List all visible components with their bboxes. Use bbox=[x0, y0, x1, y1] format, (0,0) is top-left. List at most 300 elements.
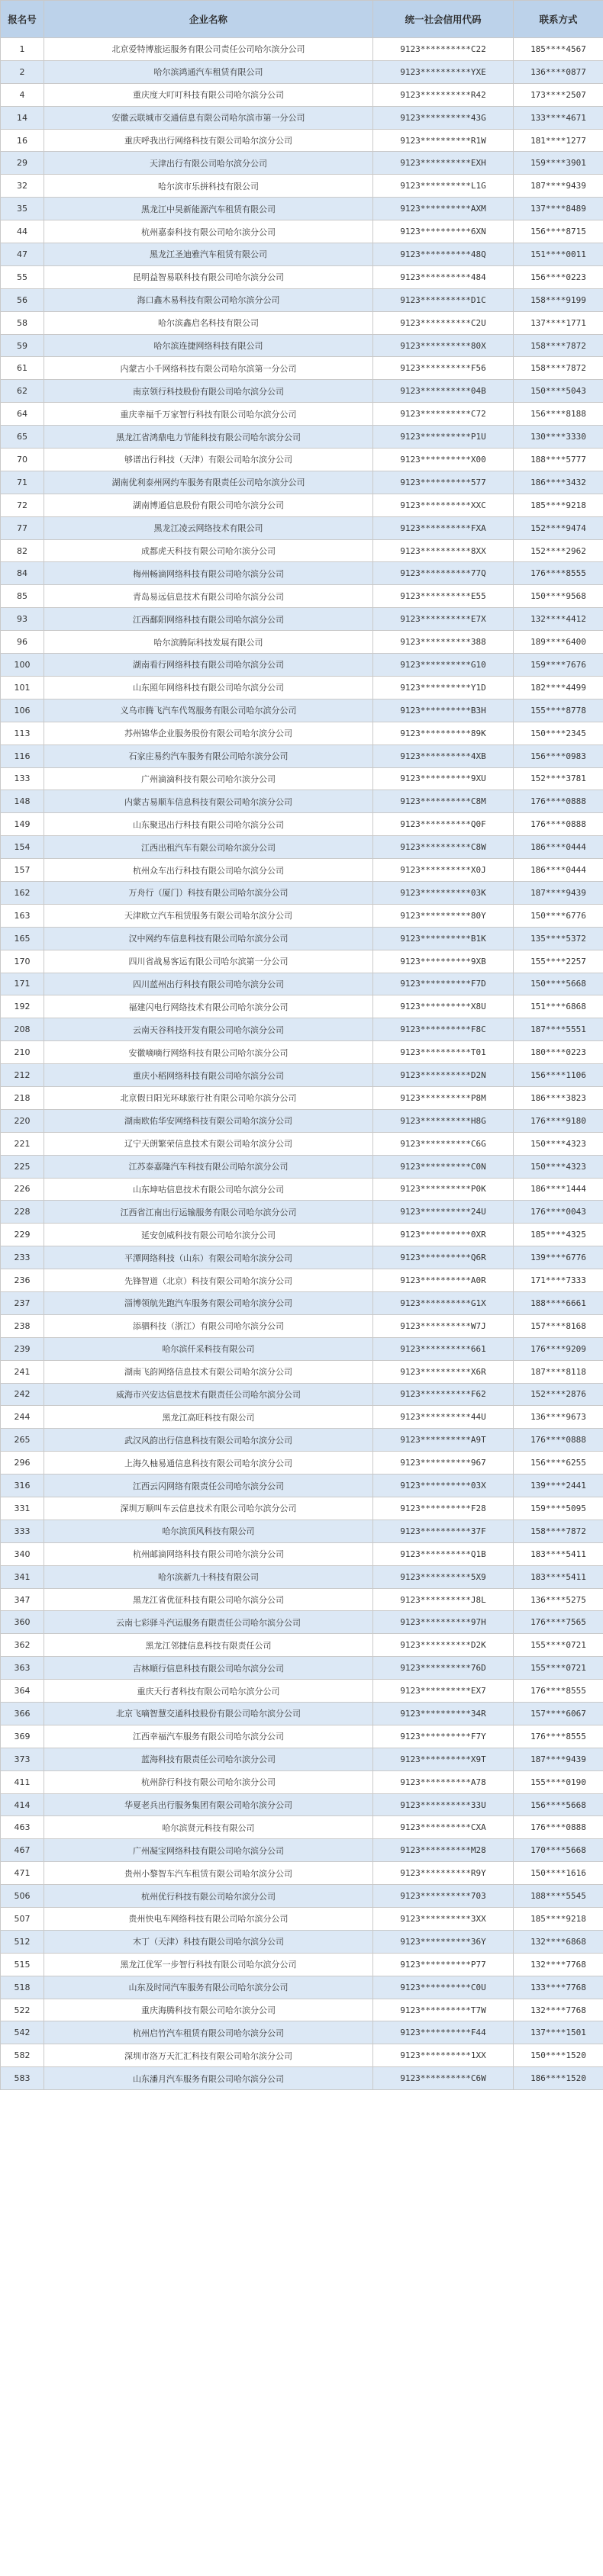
contact-cell: 132****7768 bbox=[514, 1953, 603, 1976]
contact-cell: 159****5095 bbox=[514, 1497, 603, 1520]
credit-code-cell: 9123**********P77 bbox=[373, 1953, 514, 1976]
reg-no-cell: 242 bbox=[1, 1383, 44, 1406]
table-row bbox=[1, 676, 603, 699]
table-row bbox=[1, 1748, 603, 1770]
table-row bbox=[1, 1634, 603, 1657]
contact-cell: 152****2962 bbox=[514, 539, 603, 562]
credit-code-cell: 9123**********F28 bbox=[373, 1497, 514, 1520]
contact-cell: 132****6868 bbox=[514, 1930, 603, 1953]
reg-no-cell: 229 bbox=[1, 1224, 44, 1246]
company-name-cell: 哈尔滨新九十科技有限公司 bbox=[44, 1565, 373, 1588]
table-row bbox=[1, 175, 603, 198]
credit-code-cell: 9123**********97H bbox=[373, 1611, 514, 1634]
company-name-cell: 哈尔滨顶风科技有限公司 bbox=[44, 1520, 373, 1542]
credit-code-cell: 9123**********L1G bbox=[373, 175, 514, 198]
contact-cell: 156****5668 bbox=[514, 1793, 603, 1816]
reg-no-cell: 70 bbox=[1, 449, 44, 471]
company-name-cell: 黑龙江省鸿鼎电力节能科技有限公司哈尔滨分公司 bbox=[44, 426, 373, 449]
reg-no-cell: 162 bbox=[1, 881, 44, 904]
reg-no-cell: 4 bbox=[1, 83, 44, 106]
table-row bbox=[1, 1908, 603, 1931]
reg-no-cell: 582 bbox=[1, 2044, 44, 2067]
contact-cell: 150****2345 bbox=[514, 722, 603, 744]
table-row bbox=[1, 106, 603, 129]
contact-cell: 150****5668 bbox=[514, 973, 603, 995]
credit-code-cell: 9123**********36Y bbox=[373, 1930, 514, 1953]
reg-no-cell: 100 bbox=[1, 654, 44, 677]
contact-cell: 176****8555 bbox=[514, 1725, 603, 1748]
company-name-cell: 深圳市洛万天汇汇科技有限公司哈尔滨分公司 bbox=[44, 2044, 373, 2067]
company-name-cell: 山东及时同汽车服务有限公司哈尔滨分公司 bbox=[44, 1976, 373, 1999]
reg-no-cell: 225 bbox=[1, 1155, 44, 1178]
contact-cell: 157****8168 bbox=[514, 1314, 603, 1337]
company-name-cell: 平潭网络科技（山东）有限公司哈尔滨分公司 bbox=[44, 1246, 373, 1269]
company-name-cell: 湖南欧佑华安网络科技有限公司哈尔滨分公司 bbox=[44, 1109, 373, 1132]
credit-code-cell: 9123**********C6G bbox=[373, 1132, 514, 1155]
reg-no-cell: 210 bbox=[1, 1041, 44, 1064]
credit-code-cell: 9123**********G1X bbox=[373, 1291, 514, 1314]
contact-cell: 151****6868 bbox=[514, 995, 603, 1018]
company-name-cell: 湖南看行网络科技有限公司哈尔滨分公司 bbox=[44, 654, 373, 677]
reg-no-cell: 414 bbox=[1, 1793, 44, 1816]
reg-no-cell: 85 bbox=[1, 585, 44, 608]
company-name-cell: 万舟行（厦门）科技有限公司哈尔滨分公司 bbox=[44, 881, 373, 904]
contact-cell: 133****4671 bbox=[514, 106, 603, 129]
company-name-cell: 武汉风韵出行信息科技有限公司哈尔滨分公司 bbox=[44, 1429, 373, 1452]
credit-code-cell: 9123**********388 bbox=[373, 631, 514, 654]
credit-code-cell: 9123**********Q1B bbox=[373, 1542, 514, 1565]
contact-cell: 150****4323 bbox=[514, 1132, 603, 1155]
reg-no-cell: 55 bbox=[1, 265, 44, 288]
credit-code-cell: 9123**********0XR bbox=[373, 1224, 514, 1246]
company-name-cell: 北京飞嘀智慧交通科技股份有限公司哈尔滨分公司 bbox=[44, 1703, 373, 1725]
credit-code-cell: 9123**********YXE bbox=[373, 60, 514, 83]
reg-no-cell: 244 bbox=[1, 1406, 44, 1429]
table-row bbox=[1, 881, 603, 904]
table-row bbox=[1, 995, 603, 1018]
company-name-cell: 上海久柚易通信息科技有限公司哈尔滨分公司 bbox=[44, 1452, 373, 1475]
contact-cell: 155****0721 bbox=[514, 1634, 603, 1657]
credit-code-cell: 9123**********33U bbox=[373, 1793, 514, 1816]
credit-code-cell: 9123**********G10 bbox=[373, 654, 514, 677]
table-row bbox=[1, 1178, 603, 1201]
credit-code-cell: 9123**********F7D bbox=[373, 973, 514, 995]
reg-no-cell: 238 bbox=[1, 1314, 44, 1337]
reg-no-cell: 56 bbox=[1, 288, 44, 311]
contact-cell: 187****9439 bbox=[514, 175, 603, 198]
contact-cell: 183****5411 bbox=[514, 1565, 603, 1588]
credit-code-cell: 9123**********A0R bbox=[373, 1269, 514, 1292]
table-header bbox=[1, 1, 603, 38]
company-name-cell: 重庆呼我出行网络科技有限公司哈尔滨分公司 bbox=[44, 129, 373, 152]
table-row bbox=[1, 1452, 603, 1475]
contact-cell: 185****4325 bbox=[514, 1224, 603, 1246]
credit-code-cell: 9123**********AXM bbox=[373, 198, 514, 220]
reg-no-cell: 44 bbox=[1, 220, 44, 243]
contact-cell: 180****0223 bbox=[514, 1041, 603, 1064]
reg-no-cell: 236 bbox=[1, 1269, 44, 1292]
credit-code-cell: 9123**********R9Y bbox=[373, 1862, 514, 1885]
table-row bbox=[1, 1041, 603, 1064]
reg-no-cell: 237 bbox=[1, 1291, 44, 1314]
company-name-cell: 江西省江南出行运输服务有限公司哈尔滨分公司 bbox=[44, 1201, 373, 1224]
reg-no-cell: 71 bbox=[1, 471, 44, 494]
credit-code-cell: 9123**********F7Y bbox=[373, 1725, 514, 1748]
contact-cell: 173****2507 bbox=[514, 83, 603, 106]
table-row bbox=[1, 311, 603, 334]
company-name-cell: 黑龙江省优征科技有限公司哈尔滨分公司 bbox=[44, 1588, 373, 1611]
credit-code-cell: 9123**********E7X bbox=[373, 608, 514, 631]
reg-no-cell: 463 bbox=[1, 1816, 44, 1839]
company-name-cell: 杭州辞行科技有限公司哈尔滨分公司 bbox=[44, 1770, 373, 1793]
contact-cell: 155****2257 bbox=[514, 950, 603, 973]
company-name-cell: 哈尔滨连捷网络科技有限公司 bbox=[44, 334, 373, 357]
table-row bbox=[1, 1132, 603, 1155]
company-name-cell: 杭州启竹汽车租赁有限公司哈尔滨分公司 bbox=[44, 2021, 373, 2044]
credit-code-cell: 9123**********T01 bbox=[373, 1041, 514, 1064]
contact-cell: 176****8555 bbox=[514, 562, 603, 585]
company-name-cell: 淄博领航先跑汽车服务有限公司哈尔滨分公司 bbox=[44, 1291, 373, 1314]
reg-no-cell: 208 bbox=[1, 1018, 44, 1041]
contact-cell: 156****0983 bbox=[514, 744, 603, 767]
table-row bbox=[1, 1109, 603, 1132]
reg-no-cell: 512 bbox=[1, 1930, 44, 1953]
contact-cell: 188****5777 bbox=[514, 449, 603, 471]
reg-no-cell: 101 bbox=[1, 676, 44, 699]
table-row bbox=[1, 1839, 603, 1862]
table-row bbox=[1, 744, 603, 767]
reg-no-cell: 228 bbox=[1, 1201, 44, 1224]
reg-no-cell: 411 bbox=[1, 1770, 44, 1793]
table-row bbox=[1, 1542, 603, 1565]
credit-code-cell: 9123**********967 bbox=[373, 1452, 514, 1475]
reg-no-cell: 171 bbox=[1, 973, 44, 995]
contact-cell: 137****1771 bbox=[514, 311, 603, 334]
credit-code-cell: 9123**********03X bbox=[373, 1475, 514, 1497]
table-row bbox=[1, 699, 603, 722]
company-name-cell: 江西鄱阳网络科技有限公司哈尔滨分公司 bbox=[44, 608, 373, 631]
reg-no-cell: 218 bbox=[1, 1086, 44, 1109]
contact-cell: 186****3432 bbox=[514, 471, 603, 494]
company-name-cell: 哈尔滨市乐拼科技有限公司 bbox=[44, 175, 373, 198]
credit-code-cell: 9123**********D2K bbox=[373, 1634, 514, 1657]
credit-code-cell: 9123**********X8U bbox=[373, 995, 514, 1018]
contact-cell: 156****8188 bbox=[514, 403, 603, 426]
table-row bbox=[1, 1565, 603, 1588]
table-row bbox=[1, 265, 603, 288]
company-name-cell: 杭州众车出行科技有限公司哈尔滨分公司 bbox=[44, 859, 373, 882]
contact-cell: 157****6067 bbox=[514, 1703, 603, 1725]
contact-cell: 189****6400 bbox=[514, 631, 603, 654]
credit-code-cell: 9123**********D1C bbox=[373, 288, 514, 311]
contact-cell: 156****1106 bbox=[514, 1064, 603, 1087]
contact-cell: 187****9439 bbox=[514, 881, 603, 904]
contact-cell: 181****1277 bbox=[514, 129, 603, 152]
table-row bbox=[1, 1269, 603, 1292]
contact-cell: 176****9209 bbox=[514, 1337, 603, 1360]
credit-code-cell: 9123**********703 bbox=[373, 1885, 514, 1908]
credit-code-cell: 9123**********P8M bbox=[373, 1086, 514, 1109]
company-name-cell: 成都虎天科技有限公司哈尔滨分公司 bbox=[44, 539, 373, 562]
table-row bbox=[1, 243, 603, 266]
credit-code-cell: 9123**********5X9 bbox=[373, 1565, 514, 1588]
reg-no-cell: 212 bbox=[1, 1064, 44, 1087]
contact-cell: 159****7676 bbox=[514, 654, 603, 677]
credit-code-cell: 9123**********C6W bbox=[373, 2067, 514, 2090]
contact-cell: 150****9568 bbox=[514, 585, 603, 608]
credit-code-cell: 9123**********577 bbox=[373, 471, 514, 494]
reg-no-cell: 35 bbox=[1, 198, 44, 220]
company-name-cell: 够谱出行科技（天津）有限公司哈尔滨分公司 bbox=[44, 449, 373, 471]
contact-cell: 136****5275 bbox=[514, 1588, 603, 1611]
credit-code-cell: 9123**********24U bbox=[373, 1201, 514, 1224]
credit-code-cell: 9123**********XXC bbox=[373, 494, 514, 516]
company-name-cell: 重庆度大叮叮科技有限公司哈尔滨分公司 bbox=[44, 83, 373, 106]
reg-no-cell: 340 bbox=[1, 1542, 44, 1565]
col-header-company-name: 企业名称 bbox=[44, 1, 373, 38]
reg-no-cell: 149 bbox=[1, 813, 44, 836]
company-name-cell: 贵州小黎智车汽车租赁有限公司哈尔滨分公司 bbox=[44, 1862, 373, 1885]
reg-no-cell: 518 bbox=[1, 1976, 44, 1999]
contact-cell: 185****9218 bbox=[514, 1908, 603, 1931]
credit-code-cell: 9123**********3XX bbox=[373, 1908, 514, 1931]
table-row bbox=[1, 494, 603, 516]
table-row bbox=[1, 449, 603, 471]
credit-code-cell: 9123**********9XU bbox=[373, 767, 514, 790]
table-row bbox=[1, 1155, 603, 1178]
table-row bbox=[1, 1086, 603, 1109]
reg-no-cell: 583 bbox=[1, 2067, 44, 2090]
table-row bbox=[1, 1429, 603, 1452]
contact-cell: 151****0011 bbox=[514, 243, 603, 266]
reg-no-cell: 154 bbox=[1, 836, 44, 859]
company-name-cell: 汉中网约车信息科技有限公司哈尔滨分公司 bbox=[44, 927, 373, 950]
company-name-cell: 内蒙古易顺车信息科技有限公司哈尔滨分公司 bbox=[44, 790, 373, 813]
contact-cell: 185****9218 bbox=[514, 494, 603, 516]
table-row bbox=[1, 1930, 603, 1953]
contact-cell: 156****8715 bbox=[514, 220, 603, 243]
credit-code-cell: 9123**********R42 bbox=[373, 83, 514, 106]
contact-cell: 171****7333 bbox=[514, 1269, 603, 1292]
reg-no-cell: 220 bbox=[1, 1109, 44, 1132]
table-row bbox=[1, 1064, 603, 1087]
table-row bbox=[1, 1657, 603, 1680]
contact-cell: 159****3901 bbox=[514, 152, 603, 175]
table-row bbox=[1, 767, 603, 790]
credit-code-cell: 9123**********4XB bbox=[373, 744, 514, 767]
company-name-cell: 昆明益智易联科技有限公司哈尔滨分公司 bbox=[44, 265, 373, 288]
company-name-cell: 蓝海科技有限责任公司哈尔滨分公司 bbox=[44, 1748, 373, 1770]
contact-cell: 182****4499 bbox=[514, 676, 603, 699]
reg-no-cell: 64 bbox=[1, 403, 44, 426]
table-row bbox=[1, 2021, 603, 2044]
table-row bbox=[1, 790, 603, 813]
reg-no-cell: 93 bbox=[1, 608, 44, 631]
table-row bbox=[1, 585, 603, 608]
credit-code-cell: 9123**********P1U bbox=[373, 426, 514, 449]
credit-code-cell: 9123**********FXA bbox=[373, 516, 514, 539]
contact-cell: 137****8489 bbox=[514, 198, 603, 220]
table-row bbox=[1, 562, 603, 585]
credit-code-cell: 9123**********A78 bbox=[373, 1770, 514, 1793]
company-name-cell: 山东潘月汽车服务有限公司哈尔滨分公司 bbox=[44, 2067, 373, 2090]
credit-code-cell: 9123**********C22 bbox=[373, 38, 514, 61]
company-name-cell: 杭州邮滴网络科技有限公司哈尔滨分公司 bbox=[44, 1542, 373, 1565]
table-row bbox=[1, 220, 603, 243]
table-row bbox=[1, 722, 603, 744]
table-row bbox=[1, 859, 603, 882]
company-name-cell: 重庆幸福千万家智行科技有限公司哈尔滨分公司 bbox=[44, 403, 373, 426]
contact-cell: 152****9474 bbox=[514, 516, 603, 539]
table-row bbox=[1, 152, 603, 175]
reg-no-cell: 369 bbox=[1, 1725, 44, 1748]
reg-no-cell: 221 bbox=[1, 1132, 44, 1155]
contact-cell: 176****0888 bbox=[514, 1429, 603, 1452]
contact-cell: 187****5551 bbox=[514, 1018, 603, 1041]
company-name-cell: 威海市兴安达信息技术有限责任公司哈尔滨分公司 bbox=[44, 1383, 373, 1406]
company-name-cell: 安徽嘀嘀行网络科技有限公司哈尔滨分公司 bbox=[44, 1041, 373, 1064]
reg-no-cell: 233 bbox=[1, 1246, 44, 1269]
credit-code-cell: 9123**********W7J bbox=[373, 1314, 514, 1337]
credit-code-cell: 9123**********9XB bbox=[373, 950, 514, 973]
reg-no-cell: 366 bbox=[1, 1703, 44, 1725]
reg-no-cell: 65 bbox=[1, 426, 44, 449]
contact-cell: 139****6776 bbox=[514, 1246, 603, 1269]
table-row bbox=[1, 631, 603, 654]
contact-cell: 188****5545 bbox=[514, 1885, 603, 1908]
contact-cell: 158****7872 bbox=[514, 357, 603, 380]
company-name-cell: 江西云闪网络有限责任公司哈尔滨分公司 bbox=[44, 1475, 373, 1497]
credit-code-cell: 9123**********04B bbox=[373, 380, 514, 403]
reg-no-cell: 113 bbox=[1, 722, 44, 744]
company-name-cell: 哈尔滨腾际科技发展有限公司 bbox=[44, 631, 373, 654]
contact-cell: 155****0721 bbox=[514, 1657, 603, 1680]
company-name-cell: 四川蓝州出行科技有限公司哈尔滨分公司 bbox=[44, 973, 373, 995]
credit-code-cell: 9123**********B1K bbox=[373, 927, 514, 950]
credit-code-cell: 9123**********661 bbox=[373, 1337, 514, 1360]
company-name-cell: 石家庄易约汽车服务有限公司哈尔滨分公司 bbox=[44, 744, 373, 767]
company-name-cell: 湖南博通信息股份有限公司哈尔滨分公司 bbox=[44, 494, 373, 516]
reg-no-cell: 96 bbox=[1, 631, 44, 654]
credit-code-cell: 9123**********P0K bbox=[373, 1178, 514, 1201]
table-row bbox=[1, 950, 603, 973]
reg-no-cell: 507 bbox=[1, 1908, 44, 1931]
reg-no-cell: 157 bbox=[1, 859, 44, 882]
company-name-cell: 湖南飞韵网络信息技术有限公司哈尔滨分公司 bbox=[44, 1360, 373, 1383]
company-name-cell: 云南天谷科技开发有限公司哈尔滨分公司 bbox=[44, 1018, 373, 1041]
company-name-cell: 延安创威科技有限公司哈尔滨分公司 bbox=[44, 1224, 373, 1246]
credit-code-cell: 9123**********6XN bbox=[373, 220, 514, 243]
reg-no-cell: 226 bbox=[1, 1178, 44, 1201]
table-row bbox=[1, 1360, 603, 1383]
credit-code-cell: 9123**********EXH bbox=[373, 152, 514, 175]
reg-no-cell: 82 bbox=[1, 539, 44, 562]
company-name-cell: 北京假日阳光环球旅行社有限公司哈尔滨分公司 bbox=[44, 1086, 373, 1109]
table-row bbox=[1, 813, 603, 836]
company-name-cell: 天津出行有限公司哈尔滨分公司 bbox=[44, 152, 373, 175]
company-name-cell: 云南七彩驿斗汽运服务有限责任公司哈尔滨分公司 bbox=[44, 1611, 373, 1634]
table-row bbox=[1, 1406, 603, 1429]
credit-code-cell: 9123**********C0U bbox=[373, 1976, 514, 1999]
contact-cell: 158****9199 bbox=[514, 288, 603, 311]
company-name-cell: 添驷科技（浙江）有限公司哈尔滨分公司 bbox=[44, 1314, 373, 1337]
credit-code-cell: 9123**********F56 bbox=[373, 357, 514, 380]
company-name-cell: 深圳万顺叫车云信息技术有限公司哈尔滨分公司 bbox=[44, 1497, 373, 1520]
table-row bbox=[1, 1475, 603, 1497]
table-row bbox=[1, 1703, 603, 1725]
credit-code-cell: 9123**********F8C bbox=[373, 1018, 514, 1041]
credit-code-cell: 9123**********B3H bbox=[373, 699, 514, 722]
table-row bbox=[1, 1497, 603, 1520]
company-name-cell: 黑龙江邻捷信息科技有限责任公司 bbox=[44, 1634, 373, 1657]
contact-cell: 176****0888 bbox=[514, 1816, 603, 1839]
company-name-cell: 天津欧立汽车租赁服务有限公司哈尔滨分公司 bbox=[44, 904, 373, 927]
credit-code-cell: 9123**********37F bbox=[373, 1520, 514, 1542]
table-row bbox=[1, 1976, 603, 1999]
reg-no-cell: 133 bbox=[1, 767, 44, 790]
table-row bbox=[1, 927, 603, 950]
credit-code-cell: 9123**********Y1D bbox=[373, 676, 514, 699]
credit-code-cell: 9123**********44U bbox=[373, 1406, 514, 1429]
contact-cell: 156****0223 bbox=[514, 265, 603, 288]
contact-cell: 150****1520 bbox=[514, 2044, 603, 2067]
contact-cell: 187****9439 bbox=[514, 1748, 603, 1770]
credit-code-cell: 9123**********Q6R bbox=[373, 1246, 514, 1269]
credit-code-cell: 9123**********F62 bbox=[373, 1383, 514, 1406]
company-name-cell: 黑龙江中昊新能源汽车租赁有限公司 bbox=[44, 198, 373, 220]
credit-code-cell: 9123**********R1W bbox=[373, 129, 514, 152]
table-row bbox=[1, 403, 603, 426]
company-name-cell: 哈尔滨鑫启名科技有限公司 bbox=[44, 311, 373, 334]
contact-cell: 158****7872 bbox=[514, 1520, 603, 1542]
table-row bbox=[1, 1953, 603, 1976]
company-name-cell: 木丁（天津）科技有限公司哈尔滨分公司 bbox=[44, 1930, 373, 1953]
company-name-cell: 山东聚迅出行科技有限公司哈尔滨分公司 bbox=[44, 813, 373, 836]
reg-no-cell: 506 bbox=[1, 1885, 44, 1908]
reg-no-cell: 84 bbox=[1, 562, 44, 585]
company-name-cell: 重庆海腾科技有限公司哈尔滨分公司 bbox=[44, 1999, 373, 2021]
contact-cell: 176****0043 bbox=[514, 1201, 603, 1224]
company-name-cell: 重庆小稻网络科技有限公司哈尔滨分公司 bbox=[44, 1064, 373, 1087]
credit-code-cell: 9123**********F44 bbox=[373, 2021, 514, 2044]
contact-cell: 183****5411 bbox=[514, 1542, 603, 1565]
company-name-cell: 江西出租汽车有限公司哈尔滨分公司 bbox=[44, 836, 373, 859]
reg-no-cell: 59 bbox=[1, 334, 44, 357]
table-row bbox=[1, 1862, 603, 1885]
company-name-cell: 重庆天行者科技有限公司哈尔滨分公司 bbox=[44, 1680, 373, 1703]
reg-no-cell: 239 bbox=[1, 1337, 44, 1360]
credit-code-cell: 9123**********X0J bbox=[373, 859, 514, 882]
credit-code-cell: 9123**********76D bbox=[373, 1657, 514, 1680]
contact-cell: 130****3330 bbox=[514, 426, 603, 449]
reg-no-cell: 1 bbox=[1, 38, 44, 61]
company-name-cell: 先锋智道（北京）科技有限公司哈尔滨分公司 bbox=[44, 1269, 373, 1292]
credit-code-cell: 9123**********1XX bbox=[373, 2044, 514, 2067]
table-row bbox=[1, 1337, 603, 1360]
table-row bbox=[1, 1611, 603, 1634]
credit-code-cell: 9123**********80X bbox=[373, 334, 514, 357]
table-row bbox=[1, 426, 603, 449]
credit-code-cell: 9123**********C8W bbox=[373, 836, 514, 859]
table-row bbox=[1, 904, 603, 927]
table-row bbox=[1, 288, 603, 311]
company-name-cell: 辽宁天朗繁荣信息技术有限公司哈尔滨分公司 bbox=[44, 1132, 373, 1155]
contact-cell: 176****7565 bbox=[514, 1611, 603, 1634]
credit-code-cell: 9123**********77Q bbox=[373, 562, 514, 585]
table-row bbox=[1, 1314, 603, 1337]
table-row bbox=[1, 198, 603, 220]
reg-no-cell: 265 bbox=[1, 1429, 44, 1452]
